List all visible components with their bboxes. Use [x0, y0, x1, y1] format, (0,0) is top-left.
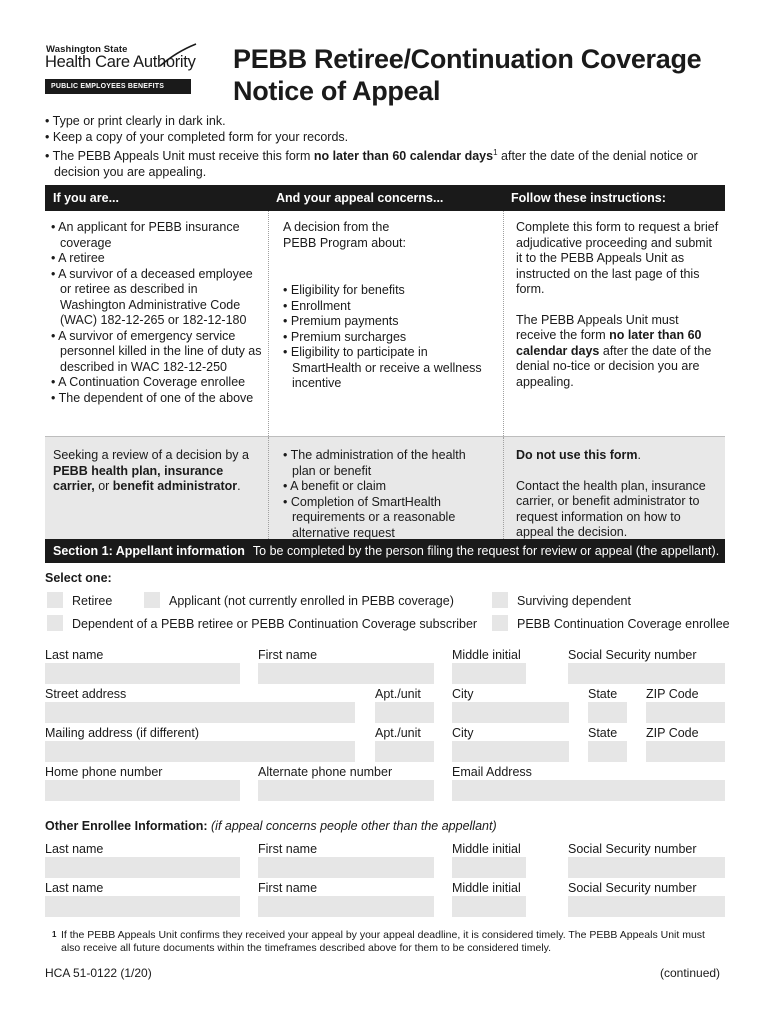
footnote-mark: 1 [52, 930, 57, 939]
instructions-table [45, 185, 725, 553]
middle-initial-input[interactable] [452, 663, 526, 684]
other-first-name-input[interactable] [258, 857, 434, 878]
apt-label: Apt./unit [375, 687, 421, 701]
email-input[interactable] [452, 780, 725, 801]
other-last-name-input[interactable] [45, 857, 240, 878]
home-phone-input[interactable] [45, 780, 240, 801]
retiree-checkbox[interactable] [47, 592, 63, 608]
state-input[interactable] [588, 702, 627, 723]
logo-board: PUBLIC EMPLOYEES BENEFITS BOARD [45, 79, 191, 94]
continuation-label: PEBB Continuation Coverage enrollee [517, 617, 730, 631]
mailing-state-input[interactable] [588, 741, 627, 762]
other-middle-initial-input[interactable] [452, 857, 526, 878]
continued-label: (continued) [660, 966, 721, 980]
mailing-address-input[interactable] [45, 741, 355, 762]
other-middle-initial-label: Middle initial [452, 842, 521, 856]
instruction-list [45, 114, 735, 180]
email-label: Email Address [452, 765, 532, 779]
retiree-label: Retiree [72, 594, 113, 608]
other2-first-name-input[interactable] [258, 896, 434, 917]
page-title: PEBB Retiree/Continuation Coverage Notice of Appeal [233, 44, 702, 106]
header-appeal-concerns: And your appeal concerns... [276, 191, 444, 205]
row2-col2: • The administration of the health plan or benefit • A benefit or claim • Completion of SmartHealth requirements or a reasonable alternative request [283, 448, 466, 540]
surviving-dependent-label: Surviving dependent [517, 594, 631, 608]
logo-state: Washington State [46, 44, 128, 55]
other2-middle-initial-input[interactable] [452, 896, 526, 917]
other2-last-name-label: Last name [45, 881, 104, 895]
first-name-input[interactable] [258, 663, 434, 684]
table-header [45, 185, 725, 211]
other-ssn-label: Social Security number [568, 842, 697, 856]
footnote-text: If the PEBB Appeals Unit confirms they received your appeal by your appeal deadline, it is considered timely. The PEBB Appeals Unit must also receive all future documents within the timeframes described above for them to be considered timely. [61, 929, 705, 954]
row2-col1: Seeking a review of a decision by a PEBB health plan, insurance carrier, or benefit administrator. [53, 448, 249, 493]
street-address-label: Street address [45, 687, 127, 701]
last-name-input[interactable] [45, 663, 240, 684]
continuation-checkbox[interactable] [492, 615, 508, 631]
other2-last-name-input[interactable] [45, 896, 240, 917]
apt-input[interactable] [375, 702, 434, 723]
alt-phone-label: Alternate phone number [258, 765, 393, 779]
other-ssn-input[interactable] [568, 857, 725, 878]
ssn-label: Social Security number [568, 648, 697, 662]
other2-ssn-input[interactable] [568, 896, 725, 917]
instruction-item: • Type or print clearly in dark ink. [45, 114, 226, 128]
table-row [45, 211, 725, 437]
dependent-label: Dependent of a PEBB retiree or PEBB Continuation Coverage subscriber [72, 617, 478, 631]
applicant-label: Applicant (not currently enrolled in PEBB coverage) [169, 594, 454, 608]
row1-col2-intro: A decision from the PEBB Program about: [283, 220, 406, 250]
form-id: HCA 51-0122 (1/20) [45, 966, 152, 980]
street-address-input[interactable] [45, 702, 355, 723]
other2-first-name-label: First name [258, 881, 318, 895]
row1-col1: • An applicant for PEBB insurance coverage • A retiree • A survivor of a deceased employee or retiree as described in Washington Administrative Code (WAC) 182-12-265 or 182-12-180 • A survivor of emergency service personnel killed in the line of duty as described in WAC 182-12-250 • A Continuation Coverage enrollee • The dependent of one of the above [51, 220, 262, 405]
other-enrollee-heading: Other Enrollee Information: (if appeal concerns people other than the appellant) [45, 819, 497, 833]
applicant-checkbox[interactable] [144, 592, 160, 608]
header-if-you-are: If you are... [53, 191, 119, 205]
instruction-item: • The PEBB Appeals Unit must receive this form no later than 60 calendar days$^1$ after the date of the denial notice or decision you are appealing. [45, 148, 698, 179]
mailing-zip-input[interactable] [646, 741, 725, 762]
logo-swoosh-icon [158, 42, 198, 70]
mailing-state-label: State [588, 726, 618, 740]
other-last-name-label: Last name [45, 842, 104, 856]
city-input[interactable] [452, 702, 569, 723]
row1-col2: • Eligibility for benefits • Enrollment • Premium payments • Premium surcharges • Eligibility to participate in SmartHealth or receive a wellness incentive [283, 283, 482, 390]
dependent-checkbox[interactable] [47, 615, 63, 631]
other-first-name-label: First name [258, 842, 318, 856]
state-label: State [588, 687, 618, 701]
mailing-city-input[interactable] [452, 741, 569, 762]
row2-col3: Do not use this form. Contact the health plan, insurance carrier, or benefit administrator to request information on how to appeal the decision. [516, 448, 706, 539]
table-row [45, 437, 725, 553]
other2-ssn-label: Social Security number [568, 881, 697, 895]
alt-phone-input[interactable] [258, 780, 434, 801]
section-1-header: Section 1: Appellant information To be completed by the person filing the request for review or appeal (the appellant). [45, 539, 725, 563]
row1-col3: Complete this form to request a brief adjudicative proceeding and submit it to the PEBB Appeals Unit as instructed on the last page of this form. The PEBB Appeals Unit must receive the form no later than 60 calendar days after the date of the denial no-tice or decision you are appealing. [516, 220, 719, 389]
instruction-item: • Keep a copy of your completed form for your records. [45, 129, 349, 144]
mailing-zip-label: ZIP Code [646, 726, 699, 740]
mailing-city-label: City [452, 726, 474, 740]
surviving-dependent-checkbox[interactable] [492, 592, 508, 608]
mailing-apt-input[interactable] [375, 741, 434, 762]
home-phone-label: Home phone number [45, 765, 163, 779]
zip-input[interactable] [646, 702, 725, 723]
ssn-input[interactable] [568, 663, 725, 684]
city-label: City [452, 687, 474, 701]
mailing-apt-label: Apt./unit [375, 726, 421, 740]
select-one-label: Select one: [45, 571, 112, 585]
last-name-label: Last name [45, 648, 104, 662]
zip-label: ZIP Code [646, 687, 699, 701]
logo-agency: Health Care Authority [45, 53, 196, 71]
middle-initial-label: Middle initial [452, 648, 521, 662]
header-follow-instructions: Follow these instructions: [511, 191, 666, 205]
other2-middle-initial-label: Middle initial [452, 881, 521, 895]
first-name-label: First name [258, 648, 318, 662]
mailing-address-label: Mailing address (if different) [45, 726, 200, 740]
